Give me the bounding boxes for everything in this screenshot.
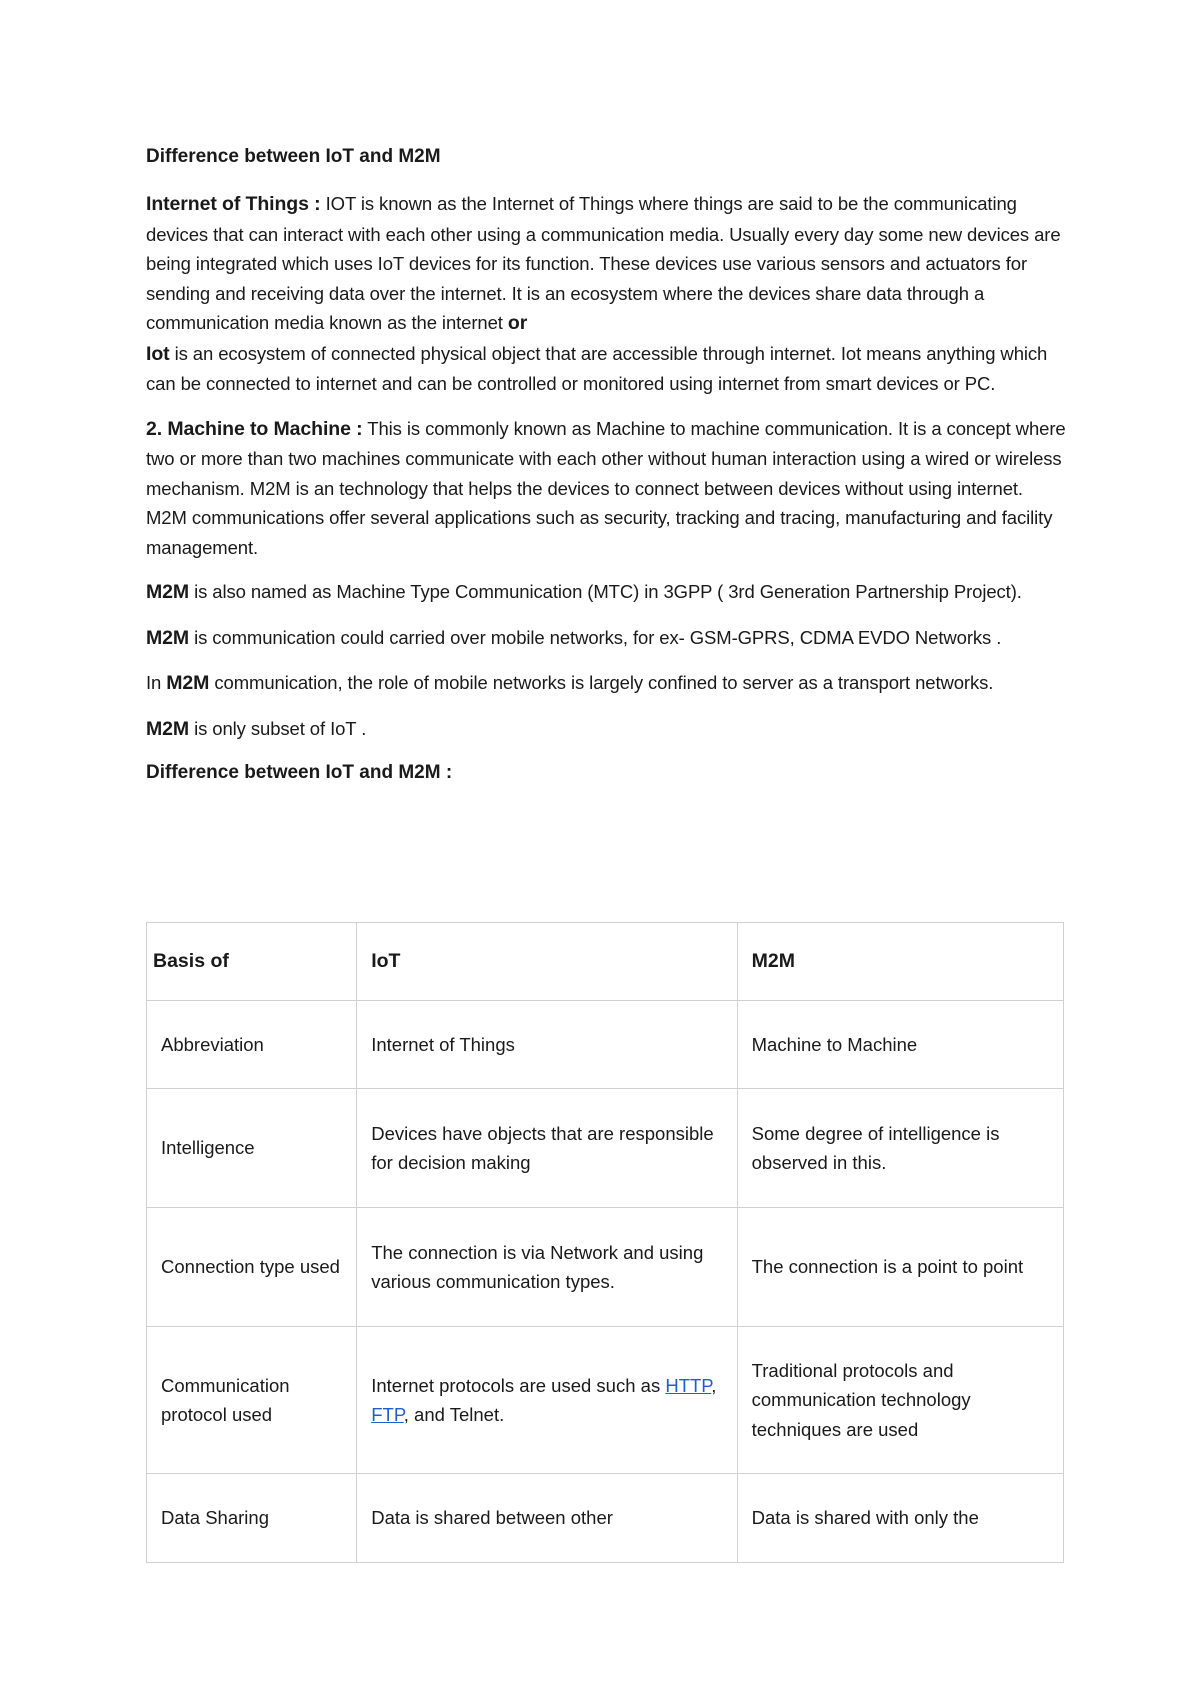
iot-bold-iot: Iot (146, 342, 170, 365)
cell-iot: Data is shared between other (357, 1474, 737, 1563)
cell-m2m: The connection is a point to point (737, 1208, 1063, 1327)
mobile-networks-bold: M2M (146, 626, 190, 649)
mobile-networks-text: is communication could carried over mobile networks, for ex- GSM-GPRS, CDMA EVDO Networks . (189, 626, 1002, 648)
cell-basis: Intelligence (147, 1089, 357, 1208)
subset-bold: M2M (146, 717, 190, 740)
transport-text: communication, the role of mobile networks is largely confined to server as a transport networks. (209, 672, 994, 693)
cell-iot: The connection is via Network and using various communication types. (357, 1208, 737, 1327)
cell-m2m: Machine to Machine (737, 1001, 1063, 1089)
table-header-row (147, 923, 1064, 1001)
cell-basis: Connection type used (147, 1208, 357, 1327)
transport-bold: M2M (166, 672, 210, 694)
iot-label: Internet of Things : (146, 193, 321, 215)
cell-iot-post: , and Telnet. (403, 1404, 505, 1425)
table-row (147, 1474, 1064, 1563)
mtc-bold: M2M (146, 581, 190, 603)
link-separator: , (711, 1374, 717, 1396)
ftp-link[interactable]: FTP (371, 1404, 404, 1425)
document-title: Difference between IoT and M2M (146, 146, 441, 167)
mtc-text: is also named as Machine Type Communication (MTC) in 3GPP ( 3rd Generation Partnership Project). (189, 581, 1022, 602)
table-row (147, 1089, 1064, 1208)
header-basis: Basis of (147, 923, 357, 1001)
cell-iot (357, 1327, 737, 1474)
iot-text-1: IOT is known as the Internet of Things where things are said to be the communicating devices that can interact with each other using a communication media. Usually every day some new devices are being integrated which uses IoT devices for its function. These devices use various sensors and actuators for sending and receiving data over the internet. It is an ecosystem where the devices share data through a communication media known as the internet (146, 193, 1061, 333)
http-link[interactable]: HTTP (665, 1374, 712, 1396)
transport-paragraph (146, 668, 1066, 699)
iot-text-2: is an ecosystem of connected physical object that are accessible through internet. Iot means anything which can be connected to internet and can be controlled or monitored using internet from smart devices or PC. (146, 342, 1048, 394)
document-body (146, 143, 1066, 805)
m2m-label: 2. Machine to Machine : (146, 417, 363, 440)
cell-iot: Internet of Things (357, 1001, 737, 1089)
table-heading: Difference between IoT and M2M : (146, 762, 453, 783)
cell-iot-pre: Internet protocols are used such as (371, 1374, 666, 1396)
cell-basis: Data Sharing (147, 1474, 357, 1563)
cell-m2m: Traditional protocols and communication technology techniques are used (737, 1327, 1063, 1474)
transport-pre: In (146, 672, 167, 693)
table-row (147, 1208, 1064, 1327)
cell-basis: Communication protocol used (147, 1327, 357, 1474)
subset-paragraph (146, 714, 1066, 745)
header-m2m: M2M (737, 923, 1063, 1001)
subset-text: is only subset of IoT . (189, 717, 367, 739)
iot-paragraph (146, 189, 1066, 399)
mobile-networks-paragraph (146, 623, 1066, 654)
cell-basis: Abbreviation (147, 1001, 357, 1089)
iot-bold-or: or (507, 312, 528, 334)
table-row (147, 1001, 1064, 1089)
m2m-paragraph (146, 414, 1066, 563)
cell-m2m: Some degree of intelligence is observed in this. (737, 1089, 1063, 1208)
cell-m2m: Data is shared with only the (737, 1474, 1063, 1563)
comparison-table (146, 922, 1064, 1563)
header-iot: IoT (357, 923, 737, 1001)
m2m-text: This is commonly known as Machine to machine communication. It is a concept where two or more than two machines communicate with each other without human interaction using a wired or wireless mechanism. M2M is an technology that helps the devices to connect between devices without using internet. M2M communications offer several applications such as security, tracking and tracing, manufacturing and facility management. (146, 417, 1066, 558)
cell-iot: Devices have objects that are responsible for decision making (357, 1089, 737, 1208)
mtc-paragraph (146, 577, 1066, 608)
table-row (147, 1327, 1064, 1474)
